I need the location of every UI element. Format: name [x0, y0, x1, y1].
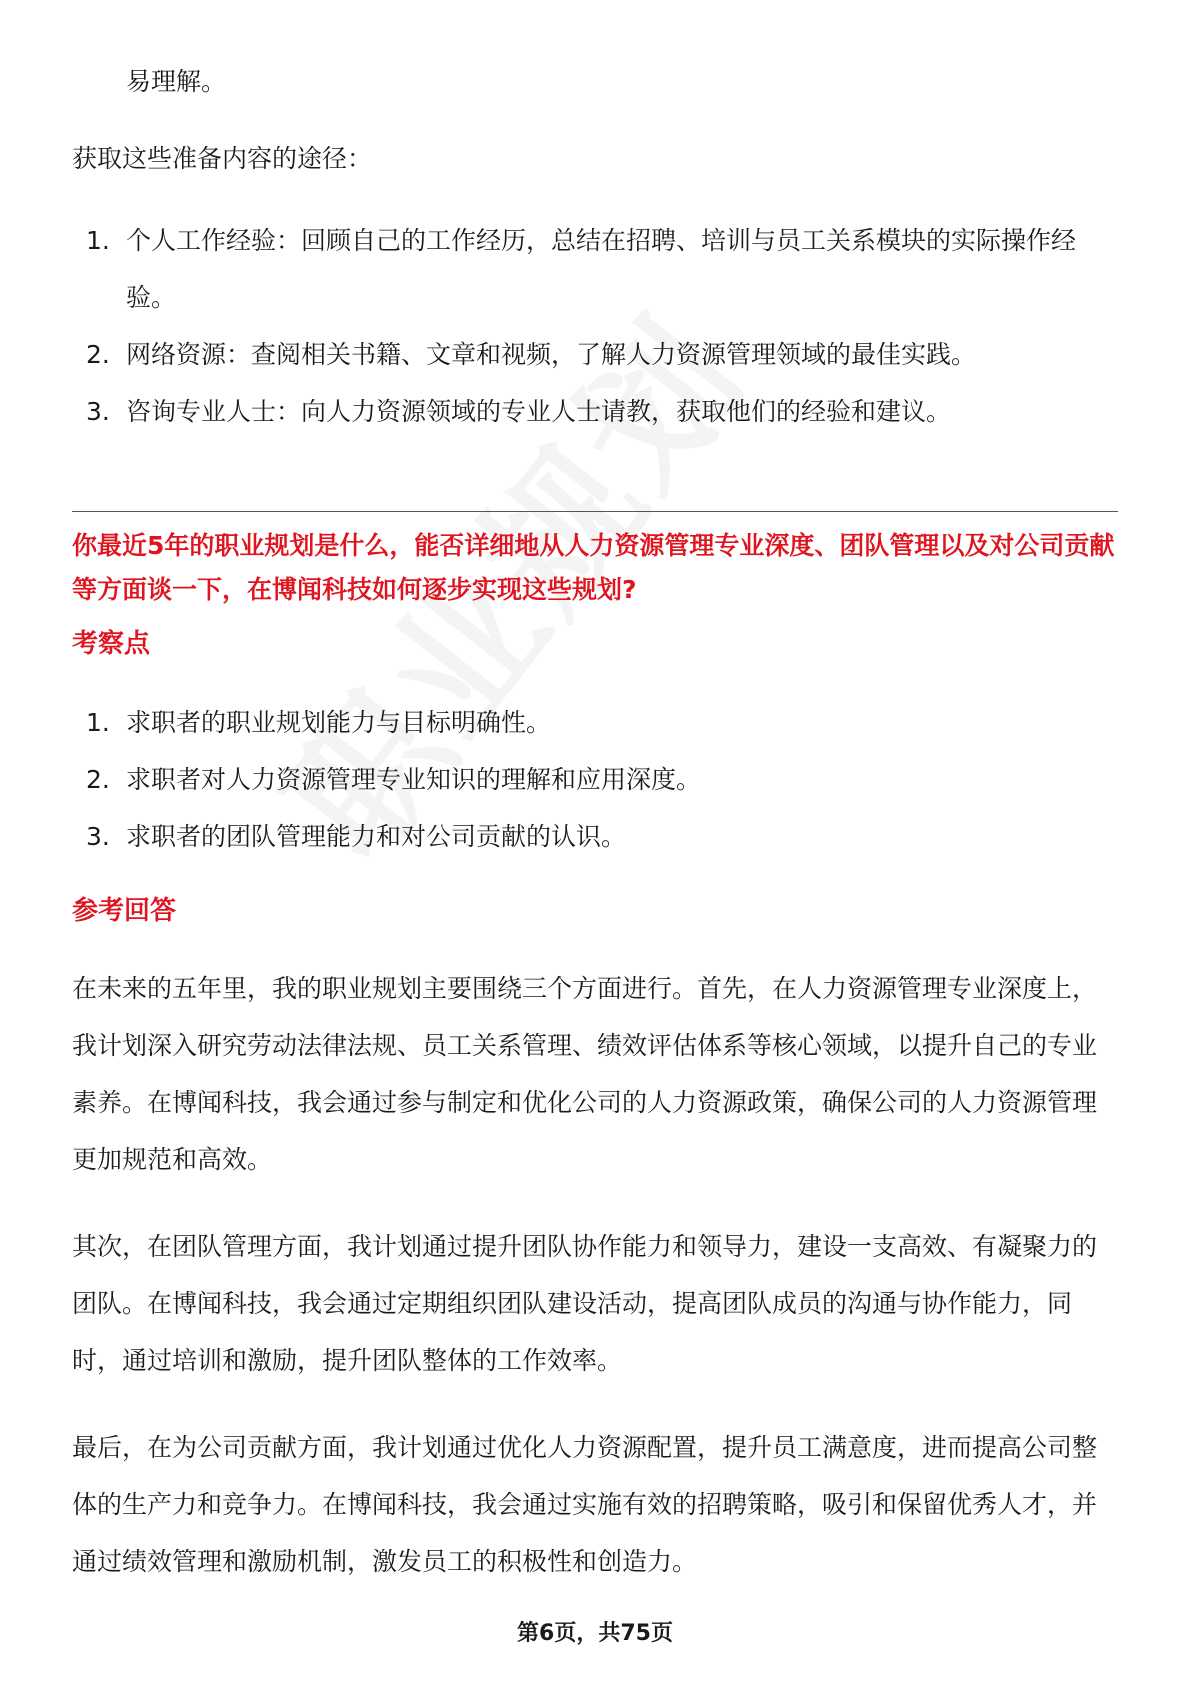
- list-item: 2. 网络资源：查阅相关书籍、文章和视频，了解人力资源管理领域的最佳实践。: [86, 340, 977, 369]
- page-number: 第6页，共75页: [517, 1621, 673, 1646]
- answer-paragraph: 最后，在为公司贡献方面，我计划通过优化人力资源配置，提升员工满意度，进而提高公司整体的生产力和竞争力。在博闻科技，我会通过实施有效的招聘策略，吸引和保留优秀人才，并通过绩效管理和激励机制，激发员工的积极性和创造力。: [72, 1433, 1098, 1576]
- focus-list: [72, 694, 1118, 865]
- answer-heading: 参考回答: [72, 896, 177, 926]
- list-item: 2. 求职者对人力资源管理专业知识的理解和应用深度。: [86, 765, 702, 794]
- list-item: 1. 求职者的职业规划能力与目标明确性。: [86, 708, 552, 737]
- prep-intro: 获取这些准备内容的途径：: [72, 144, 373, 173]
- focus-heading: 考察点: [72, 629, 151, 659]
- list-item: 1. 个人工作经验：回顾自己的工作经历，总结在招聘、培训与员工关系模块的实际操作经验。: [86, 226, 1077, 312]
- answer-paragraph: 其次，在团队管理方面，我计划通过提升团队协作能力和领导力，建设一支高效、有凝聚力的团队。在博闻科技，我会通过定期组织团队建设活动，提高团队成员的沟通与协作能力，同时，通过培训和激励，提升团队整体的工作效率。: [72, 1232, 1098, 1375]
- prep-list: [72, 212, 1118, 440]
- list-item: 3. 咨询专业人士：向人力资源领域的专业人士请教，获取他们的经验和建议。: [86, 397, 952, 426]
- continuation-text: 易理解。: [126, 67, 227, 96]
- question-heading: 你最近5年的职业规划是什么，能否详细地从人力资源管理专业深度、团队管理以及对公司贡献等方面谈一下，在博闻科技如何逐步实现这些规划?: [72, 531, 1115, 604]
- section-divider: [72, 511, 1118, 512]
- list-item: 3. 求职者的团队管理能力和对公司贡献的认识。: [86, 822, 627, 851]
- answer-paragraph: 在未来的五年里，我的职业规划主要围绕三个方面进行。首先，在人力资源管理专业深度上，我计划深入研究劳动法律法规、员工关系管理、绩效评估体系等核心领域，以提升自己的专业素养。在博闻科技，我会通过参与制定和优化公司的人力资源政策，确保公司的人力资源管理更加规范和高效。: [72, 974, 1098, 1174]
